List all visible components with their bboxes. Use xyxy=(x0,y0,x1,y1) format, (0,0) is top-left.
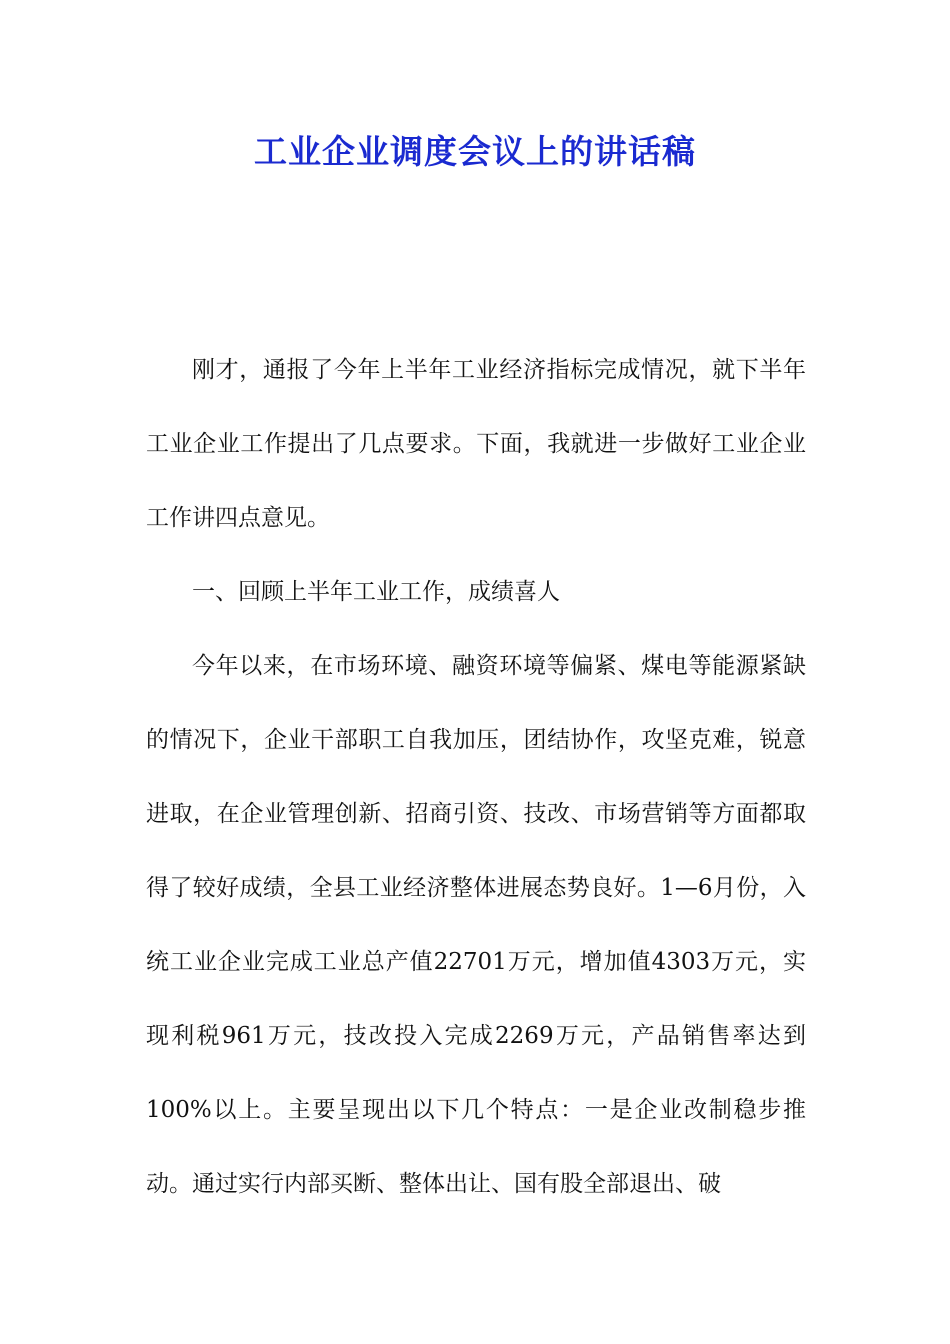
document-body xyxy=(146,333,806,1221)
paragraph-intro: 刚才，通报了今年上半年工业经济指标完成情况，就下半年工业企业工作提出了几点要求。下面，我就进一步做好工业企业工作讲四点意见。 xyxy=(146,357,806,531)
section-heading-1: 一、回顾上半年工业工作，成绩喜人 xyxy=(192,579,560,605)
document-title: 工业企业调度会议上的讲话稿 xyxy=(254,132,696,171)
paragraph-review: 今年以来，在市场环境、融资环境等偏紧、煤电等能源紧缺的情况下，企业干部职工自我加压，团结协作，攻坚克难，锐意进取，在企业管理创新、招商引资、技改、市场营销等方面都取得了较好成绩，全县工业经济整体进展态势良好。1—6月份，入统工业企业完成工业总产值22701万元，增加值4303万元，实现利税961万元，技改投入完成2269万元，产品销售率达到100%以上。主要呈现出以下几个特点：一是企业改制稳步推动。通过实行内部买断、整体出让、国有股全部退出、破 xyxy=(146,653,806,1197)
